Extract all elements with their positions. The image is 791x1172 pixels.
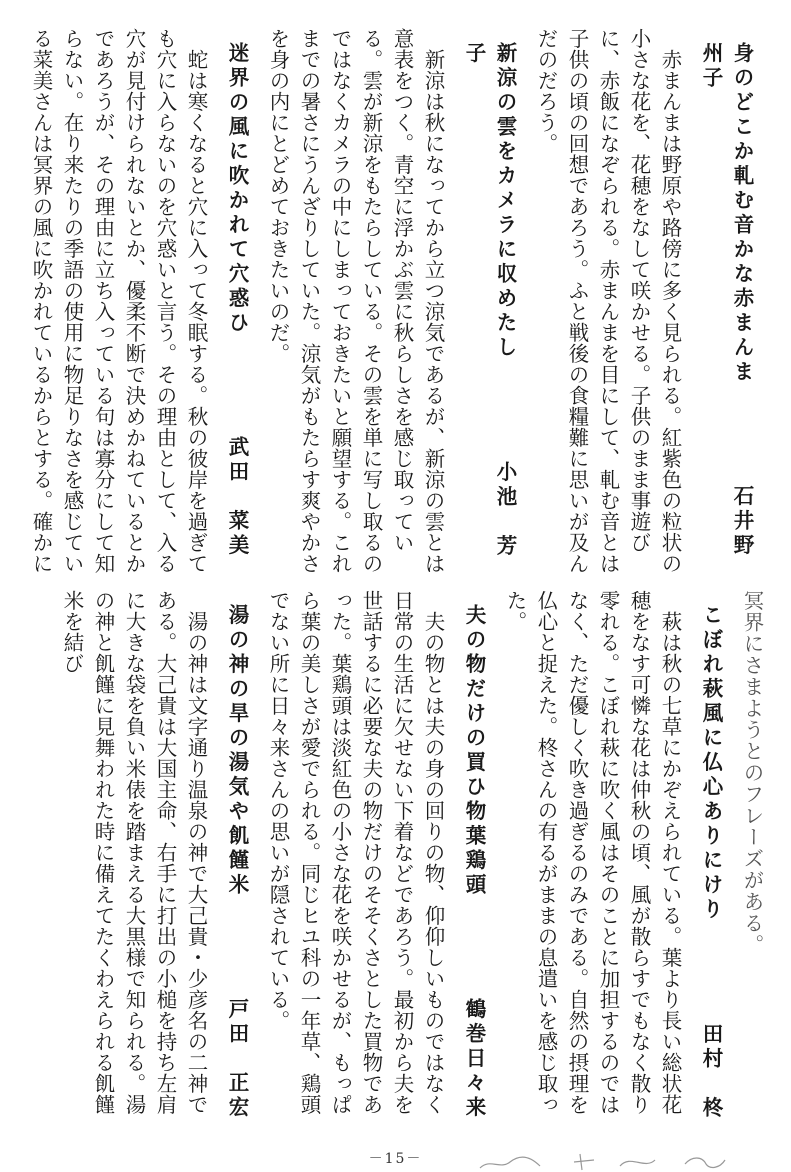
commentary-paragraph: 湯の神は文字通り温泉の神で大己貴・少彦名の二神である。大己貴は大国主命、右手に打出の小槌を持ち左肩に大きな袋を負い米俵を踏まえる大黒様で知られる。湯の神と飢饉に見舞われた時に備えてたくわえられる飢饉米を結び [60,590,208,1115]
commentary-paragraph: 萩は秋の七草にかぞえられている。葉より長い総状花穂をなす可憐な花は仲秋の頃、風が散らすでもなく散り零れる。こぼれ萩に吹く風はそのことに加担するのではなく、ただ優しく吹き過ぎるのみである。自然の摂理を仏心と捉えた。柊さんの有るがままの息遣いを感じ取った。 [503,590,682,1115]
piece-yunokami [56,590,252,1130]
haiku-heading [221,28,252,578]
commentary-paragraph: 赤まんまは野原や路傍に多く見られる。紅紫色の粒状の小さな花を、花穂をなして咲かせる。子供のまま事遊びに、赤飯になぞられる。赤まんまを目にして、軋む音とは子供の頃の回想であろう。ふと戦後の食糧難に思いが及んだのだろう。 [534,28,682,574]
haiku-author: 鶴巻日々来 [462,998,486,1121]
haiku-text: 迷界の風に吹かれて穴惑ひ [225,42,249,336]
page-number: －15－ [368,1151,423,1167]
haiku-text: 湯の神の旱の湯気や飢饉米 [225,604,249,898]
piece-akamanma [530,28,757,578]
bottom-band-vertical-text [56,590,767,1130]
commentary-paragraph: 新涼は秋になってから立つ涼気であるが、新涼の雲とは意表をつく。青空に浮かぶ雲に秋らしさを感じ取っている。雲が新涼をもたらしている。その雲を単に写し取るのではなくカメラの中にしまっておきたいと願望する。これまでの暑さにうんざりしていた。涼気がもたらす爽やかさを身の内にとどめておきたいのだ。 [266,28,445,574]
piece-koborehagi [499,590,726,1130]
band-divider [0,580,791,588]
piece-anamadoi [25,28,252,578]
piece-hageito [262,590,489,1130]
haiku-heading [221,590,252,1130]
haiku-text: 身のどこか軋む音かな赤まんま [730,42,754,385]
haiku-author: 武田 菜美 [225,436,249,559]
haiku-author: 小池 芳子 [462,42,517,559]
haiku-text: 夫の物だけの買ひ物葉鶏頭 [462,604,486,898]
bottom-column-band [0,590,791,1130]
commentary-paragraph: 蛇は寒くなると穴に入って冬眠する。秋の彼岸を過ぎても穴に入らないのを穴惑いと言う。その理由として、入る穴が見付けられないとか、優柔不断で決めかねているとかであろうが、その理由に立ち入っている句は寡分にして知らない。在り来たりの季語の使用に物足りなさを感じている菜美さんは冥界の風に吹かれているからとする。確かに [29,28,208,574]
top-band-vertical-text [25,28,767,578]
haiku-heading [695,28,757,578]
haiku-heading [458,590,489,1130]
haiku-heading [695,590,726,1130]
carry-over-line: 冥界にさまようとのフレーズがある。 [740,590,764,956]
haiku-author: 石井野州子 [699,42,754,559]
commentary-paragraph: 夫の物とは夫の身の回りの物、仰仰しいものではなく日常の生活に欠せない下着などであろう。最初から夫を世話するに必要な夫の物だけのそそくさとした買物であった。葉鶏頭は淡紅色の小さな花を咲かせるが、もっぱら葉の美しさが愛でられる。同じヒユ科の一年草、鶏頭でない所に日々来さんの思いが隠されている。 [266,590,445,1115]
handwritten-scribble-icon [470,1150,770,1172]
haiku-author: 戸田 正宏 [225,998,249,1121]
top-column-band [0,28,791,578]
haiku-heading [458,28,520,578]
piece-shinryo [262,28,520,578]
haiku-author: 田村 柊 [699,1022,723,1121]
haiku-text: 新涼の雲をカメラに収めたし [493,42,517,361]
haiku-text: こぼれ萩風に仏心ありにけり [699,604,723,923]
